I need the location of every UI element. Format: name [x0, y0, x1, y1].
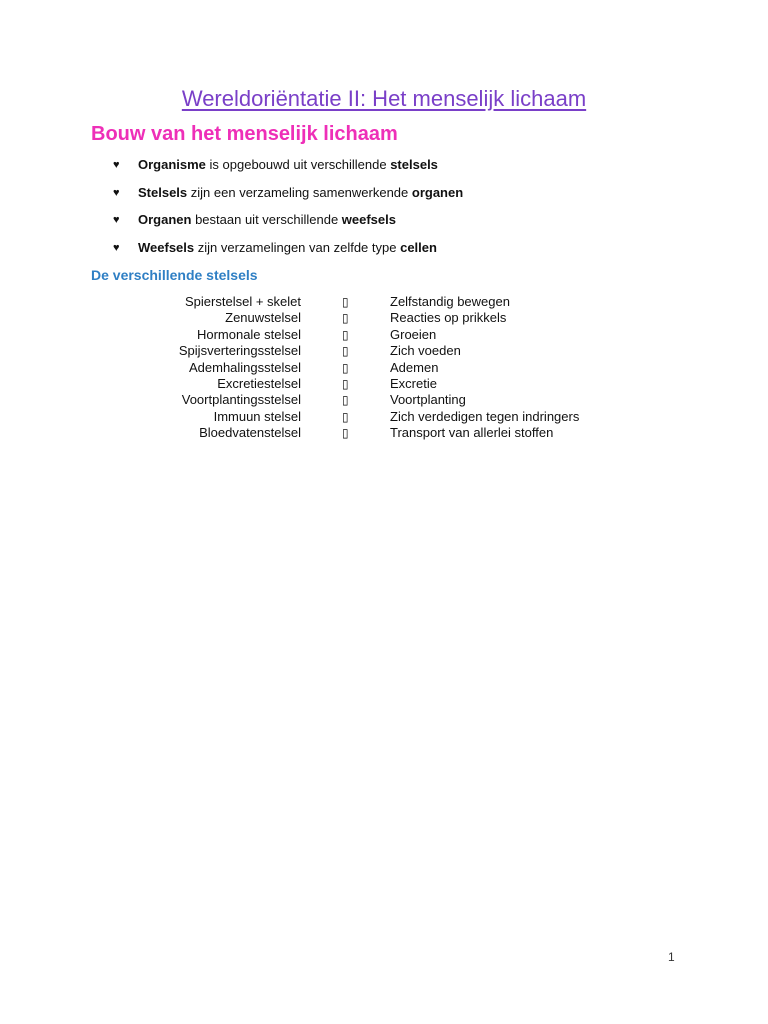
system-function: Groeien [390, 326, 437, 342]
page-title: Wereldoriëntatie II: Het menselijk lichaam [181, 86, 587, 111]
bullet-text [138, 155, 438, 175]
system-name: Voortplantingsstelsel [181, 392, 301, 408]
arrow-icon: ▯ [342, 327, 349, 342]
system-name: Ademhalingsstelsel [188, 359, 301, 375]
system-row [150, 327, 630, 343]
system-function: Excretie [390, 375, 437, 391]
bullet-list [113, 155, 463, 265]
bullet-term-end: organen [411, 184, 464, 200]
system-row [150, 294, 630, 310]
arrow-icon: ▯ [342, 311, 349, 326]
heart-bullet-icon: ♥ [113, 159, 120, 171]
arrow-icon: ▯ [342, 360, 349, 375]
bullet-term: Stelsels [138, 184, 188, 200]
bullet-item [113, 238, 463, 266]
system-function: Zich verdedigen tegen indringers [390, 408, 580, 424]
system-function: Ademen [390, 359, 439, 375]
system-name: Spierstelsel + skelet [185, 294, 301, 309]
system-row [150, 376, 630, 392]
system-function: Transport van allerlei stoffen [390, 425, 554, 441]
arrow-icon: ▯ [342, 376, 349, 391]
heart-bullet-icon: ♥ [113, 186, 120, 199]
arrow-icon: ▯ [342, 426, 349, 441]
system-row [150, 343, 630, 359]
arrow-icon: ▯ [342, 409, 349, 424]
system-name: Bloedvatenstelsel [199, 425, 301, 441]
system-row [150, 360, 630, 376]
arrow-icon: ▯ [342, 393, 349, 408]
system-row [150, 425, 630, 441]
bullet-item [113, 155, 463, 183]
bullet-text [138, 210, 396, 230]
system-name: Spijsverteringsstelsel [178, 343, 301, 359]
system-function: Voortplanting [390, 392, 466, 408]
system-function: Zich voeden [390, 343, 461, 359]
system-row [150, 392, 630, 408]
bullet-middle: zijn verzamelingen van zelfde type [194, 239, 401, 255]
systems-table [150, 294, 630, 442]
bullet-term-end: weefsels [341, 212, 396, 227]
system-name: Excretiestelsel [217, 375, 301, 391]
system-row [150, 409, 630, 425]
bullet-item [113, 210, 463, 238]
bullet-term: Organisme [138, 157, 206, 172]
system-function: Zelfstandig bewegen [390, 294, 510, 309]
bullet-text [138, 238, 437, 258]
arrow-icon: ▯ [342, 344, 349, 359]
bullet-middle: bestaan uit verschillende [191, 212, 342, 227]
system-name: Immuun stelsel [213, 408, 301, 424]
arrow-icon: ▯ [342, 295, 349, 309]
bullet-text [138, 183, 463, 203]
heart-bullet-icon: ♥ [113, 214, 120, 226]
bullet-term-end: stelsels [390, 157, 438, 172]
section-heading: Bouw van het menselijk lichaam [91, 123, 398, 145]
bullet-term: Organen [138, 212, 192, 227]
system-name: Hormonale stelsel [196, 326, 301, 342]
bullet-middle: zijn een verzameling samenwerkende [187, 184, 412, 200]
system-function: Reacties op prikkels [390, 310, 507, 326]
bullet-term-end: cellen [400, 239, 437, 255]
heart-bullet-icon: ♥ [113, 241, 120, 254]
bullet-item [113, 183, 463, 211]
system-row [150, 310, 630, 326]
subheading: De verschillende stelsels [91, 267, 258, 283]
bullet-middle: is opgebouwd uit verschillende [205, 157, 391, 172]
system-name: Zenuwstelsel [225, 310, 301, 326]
page-number: 1 [668, 950, 675, 964]
bullet-term: Weefsels [138, 239, 195, 255]
